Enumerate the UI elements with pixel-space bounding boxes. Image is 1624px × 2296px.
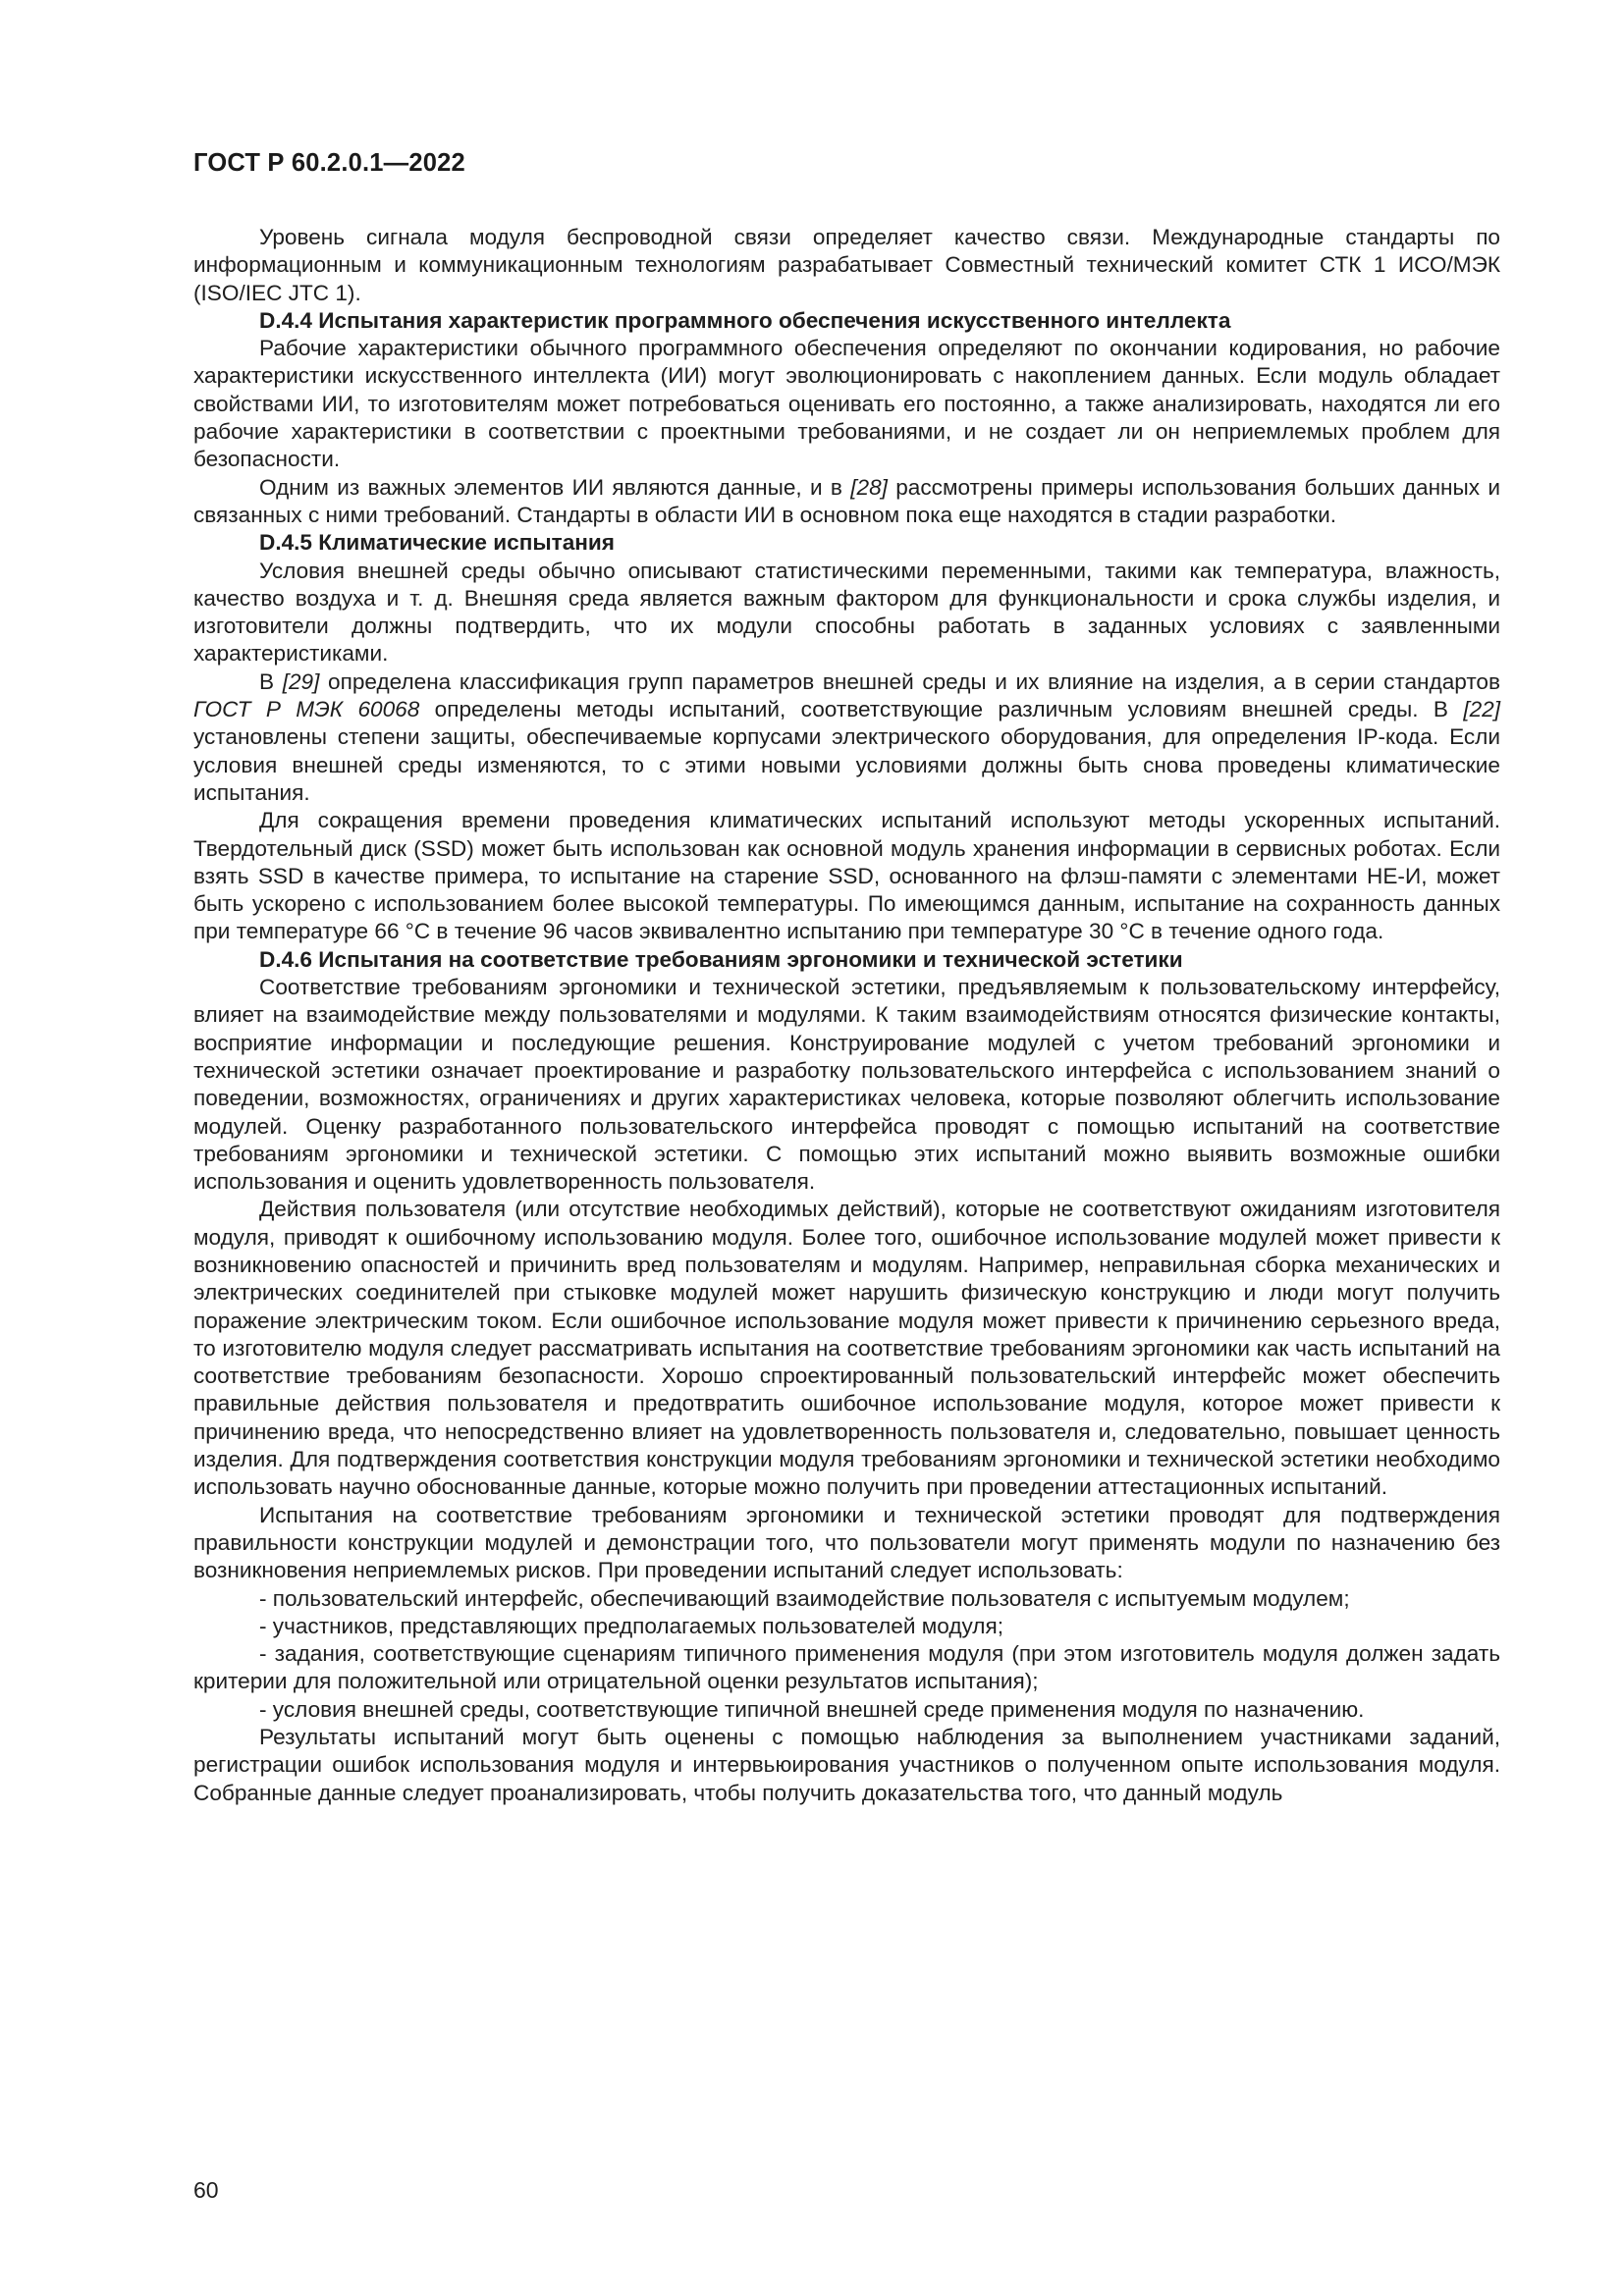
list-item: - условия внешней среды, соответствующие типичной внешней среде применения модуля по назначению. xyxy=(259,1696,1365,1722)
section-heading-d44: D.4.4 Испытания характеристик программного обеспечения искусственного интеллекта xyxy=(259,307,1231,333)
reference-29: [29] xyxy=(282,668,320,694)
section-heading-d46: D.4.6 Испытания на соответствие требованиям эргономики и технической эстетики xyxy=(259,946,1183,972)
page-number: 60 xyxy=(193,2177,219,2203)
paragraph xyxy=(193,474,1500,530)
text-run: определена классификация групп параметров внешней среды и их влияние на изделия, а в серии стандартов xyxy=(319,668,1500,694)
reference-28: [28] xyxy=(850,474,888,500)
paragraph: Уровень сигнала модуля беспроводной связи определяет качество связи. Международные стандарты по информационным и коммуникационным технологиям разрабатывает Совместный технический комитет СТК 1 ИСО/МЭК (ISO/IEC JTC 1). xyxy=(193,225,1500,305)
text-run: Одним из важных элементов ИИ являются данные, и в xyxy=(259,474,851,500)
text-run: рассмотрены примеры использования больших данных и связанных с ними требований. Стандарты в области ИИ в основном пока еще находятся в стадии разработки. xyxy=(193,474,1500,527)
text-run: установлены степени защиты, обеспечиваемые корпусами электрического оборудования, для определения IP-кода. Если условия внешней среды изменяются, то с этими новыми условиями должны быть снова проведены климатические испытания. xyxy=(193,724,1500,805)
text-run: определены методы испытаний, соответствующие различным условиям внешней среды. В xyxy=(419,697,1464,722)
paragraph: Для сокращения времени проведения климатических испытаний используют методы ускоренных испытаний. Твердотельный диск (SSD) может быть использован как основной модуль хранения информации в сервисных роботах. Если взять SSD в качестве примера, то испытание на старение SSD, основанного на флэш-памяти с элементами НЕ-И, может быть ускорено с использованием более высокой температуры. По имеющимся данным, испытание на сохранность данных при температуре 66 °С в течение 96 часов эквивалентно испытанию при температуре 30 °С в течение одного года. xyxy=(193,808,1500,944)
list-item: - участников, представляющих предполагаемых пользователей модуля; xyxy=(259,1613,1003,1638)
list-item: - пользовательский интерфейс, обеспечивающий взаимодействие пользователя с испытуемым модулем; xyxy=(259,1585,1350,1611)
list-item: - задания, соответствующие сценариям типичного применения модуля (при этом изготовитель модуля должен задать критерии для положительной или отрицательной оценки результатов испытания); xyxy=(193,1641,1500,1694)
paragraph: Соответствие требованиям эргономики и технической эстетики, предъявляемым к пользовательскому интерфейсу, влияет на взаимодействие между пользователями и модулями. К таким взаимодействиям относятся физические контакты, восприятие информации и последующие решения. Конструирование модулей с учетом требований эргономики и технической эстетики означает проектирование и разработку пользовательского интерфейса с использованием знаний о поведении, возможностях, ограничениях и других характеристиках человека, которые позволяют облегчить использование модулей. Оценку разработанного пользовательского интерфейса проводят с помощью испытаний на соответствие требованиям эргономики и технической эстетики. С помощью этих испытаний можно выявить возможные ошибки использования и оценить удовлетворенность пользователя. xyxy=(193,975,1500,1195)
paragraph: Результаты испытаний могут быть оценены с помощью наблюдения за выполнением участниками заданий, регистрации ошибок использования модуля и интервьюирования участников о полученном опыте использования модуля. Собранные данные следует проанализировать, чтобы получить доказательства того, что данный модуль xyxy=(193,1725,1500,1805)
paragraph: Испытания на соответствие требованиям эргономики и технической эстетики проводят для подтверждения правильности конструкции модулей и демонстрации того, что пользователи могут применять модули по назначению без возникновения неприемлемых рисков. При проведении испытаний следует использовать: xyxy=(193,1502,1500,1583)
text-run: В xyxy=(259,668,283,694)
paragraph xyxy=(193,668,1500,807)
paragraph: Условия внешней среды обычно описывают статистическими переменными, такими как температура, влажность, качество воздуха и т. д. Внешняя среда является важным фактором для функциональности и срока службы изделия, и изготовители должны подтвердить, что их модули способны работать в заданных условиях с заявленными характеристиками. xyxy=(193,558,1500,667)
paragraph: Рабочие характеристики обычного программного обеспечения определяют по окончании кодирования, но рабочие характеристики искусственного интеллекта (ИИ) могут эволюционировать с накоплением данных. Если модуль обладает свойствами ИИ, то изготовителям может потребоваться оценивать его постоянно, а также анализировать, находятся ли его рабочие характеристики в соответствии с проектными требованиями, и не создает ли он неприемлемых проблем для безопасности. xyxy=(193,336,1500,472)
document-code-header: ГОСТ Р 60.2.0.1—2022 xyxy=(193,149,465,177)
reference-22: [22] xyxy=(1463,697,1501,722)
section-heading-d45: D.4.5 Климатические испытания xyxy=(259,530,615,556)
page-body xyxy=(193,224,1500,1807)
paragraph: Действия пользователя (или отсутствие необходимых действий), которые не соответствуют ожиданиям изготовителя модуля, приводят к ошибочному использованию модуля. Более того, ошибочное использование модулей может привести к возникновению опасностей и причинить вред пользователям и модулям. Например, неправильная сборка механических и электрических соединителей при стыковке модулей может нарушить физическую конструкцию и люди могут получить поражение электрическим током. Если ошибочное использование модуля может привести к причинению серьезного вреда, то изготовителю модуля следует рассматривать испытания на соответствие требованиям эргономики как часть испытаний на соответствие требованиям безопасности. Хорошо спроектированный пользовательский интерфейс может обеспечить правильные действия пользователя и предотвратить ошибочное использование модуля, которое может привести к причинению вреда, что непосредственно влияет на удовлетворенность пользователя и, следовательно, повышает ценность изделия. Для подтверждения соответствия конструкции модуля требованиям эргономики и технической эстетики необходимо использовать научно обоснованные данные, которые можно получить при проведении аттестационных испытаний. xyxy=(193,1197,1500,1500)
reference-gost-60068: ГОСТ Р МЭК 60068 xyxy=(193,697,420,722)
